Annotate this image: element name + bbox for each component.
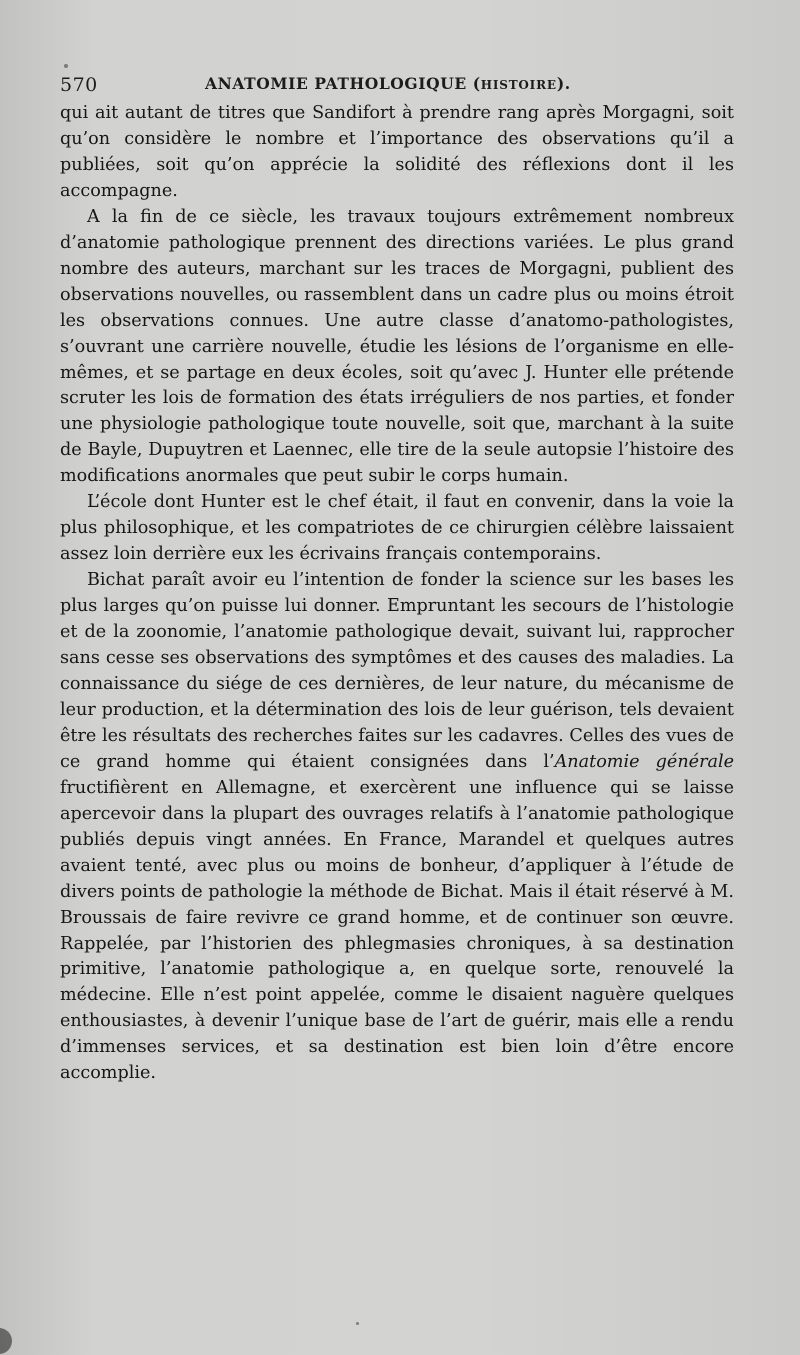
paragraph-continuation: qui ait autant de titres que Sandifort à prendre rang après Morgagni, soit qu’on considère le nombre et l’importance des observations qu’il a publiées, soit qu’on apprécie la solidité des réflexions dont il les accompagne.: [60, 103, 734, 201]
running-header: [60, 74, 740, 104]
paragraph: [60, 568, 734, 1087]
running-title-main: ANATOMIE PATHOLOGIQUE: [205, 74, 467, 93]
body-text: [60, 101, 734, 1087]
paragraph-text: fructifièrent en Allemagne, et exercèrent une influence qui se laisse apercevoir dans la plupart des ouvrages relatifs à l’anatomie pathologique publiés depuis vingt années. En France, Marandel et quelques autres avaient tenté, avec plus ou moins de bonheur, d’appliquer à l’étude de divers points de pathologie la méthode de Bichat. Mais il était réservé à M. Broussais de faire revivre ce grand homme, et de continuer son œuvre. Rappelée, par l’historien des phlegmasies chroniques, à sa destination primitive, l’anatomie pathologique a, en quelque sorte, renouvelé la médecine. Elle n’est point appelée, comme le disaient naguère quelques enthousiastes, à devenir l’unique base de l’art de guérir, mais elle a rendu d’immenses services, et sa destination est bien loin d’être encore accomplie.: [60, 777, 734, 1084]
paragraph: L’école dont Hunter est le chef était, il faut en convenir, dans la voie la plus philosophique, et les compatriotes de ce chirurgien célèbre laissaient assez loin derrière eux les écrivains français contemporains.: [60, 492, 734, 565]
ink-dot: [64, 64, 68, 68]
ink-dot: [356, 1322, 359, 1325]
running-title-section: HISTOIRE: [480, 78, 557, 92]
running-title: [205, 74, 571, 93]
page-number: 570: [60, 74, 98, 96]
paragraph: A la fin de ce siècle, les travaux toujours extrêmement nombreux d’anatomie pathologique prennent des directions variées. Le plus grand nombre des auteurs, marchant sur les traces de Morgagni, publient des observations nouvelles, ou rassemblent dans un cadre plus ou moins étroit les observations connues. Une autre classe d’anatomo-pathologistes, s’ouvrant une carrière nouvelle, étudie les lésions de l’organisme en elle-mêmes, et se partage en deux écoles, soit qu’avec J. Hunter elle prétende scruter les lois de formation des états irréguliers de nos parties, et fonder une physiologie pathologique toute nouvelle, soit que, marchant à la suite de Bayle, Dupuytren et Laennec, elle tire de la seule autopsie l’histoire des modifications anormales que peut subir le corps humain.: [60, 206, 734, 487]
paragraph-text: Bichat paraît avoir eu l’intention de fonder la science sur les bases les plus larges qu’on puisse lui donner. Empruntant les secours de l’histologie et de la zoonomie, l’anatomie pathologique devait, suivant lui, rapprocher sans cesse ses observations des symptômes et des causes des maladies. La connaissance du siége de ces dernières, de leur nature, du mécanisme de leur production, et la détermination des lois de leur guérison, tels devaient être les résultats des recherches faites sur les cadavres. Celles des vues de ce grand homme qui étaient consignées dans l’: [60, 570, 734, 772]
page-edge-shadow: [0, 1328, 12, 1354]
running-title-open: (: [466, 74, 481, 93]
running-title-close: ).: [556, 74, 571, 93]
book-title: Anatomie générale: [554, 751, 735, 772]
